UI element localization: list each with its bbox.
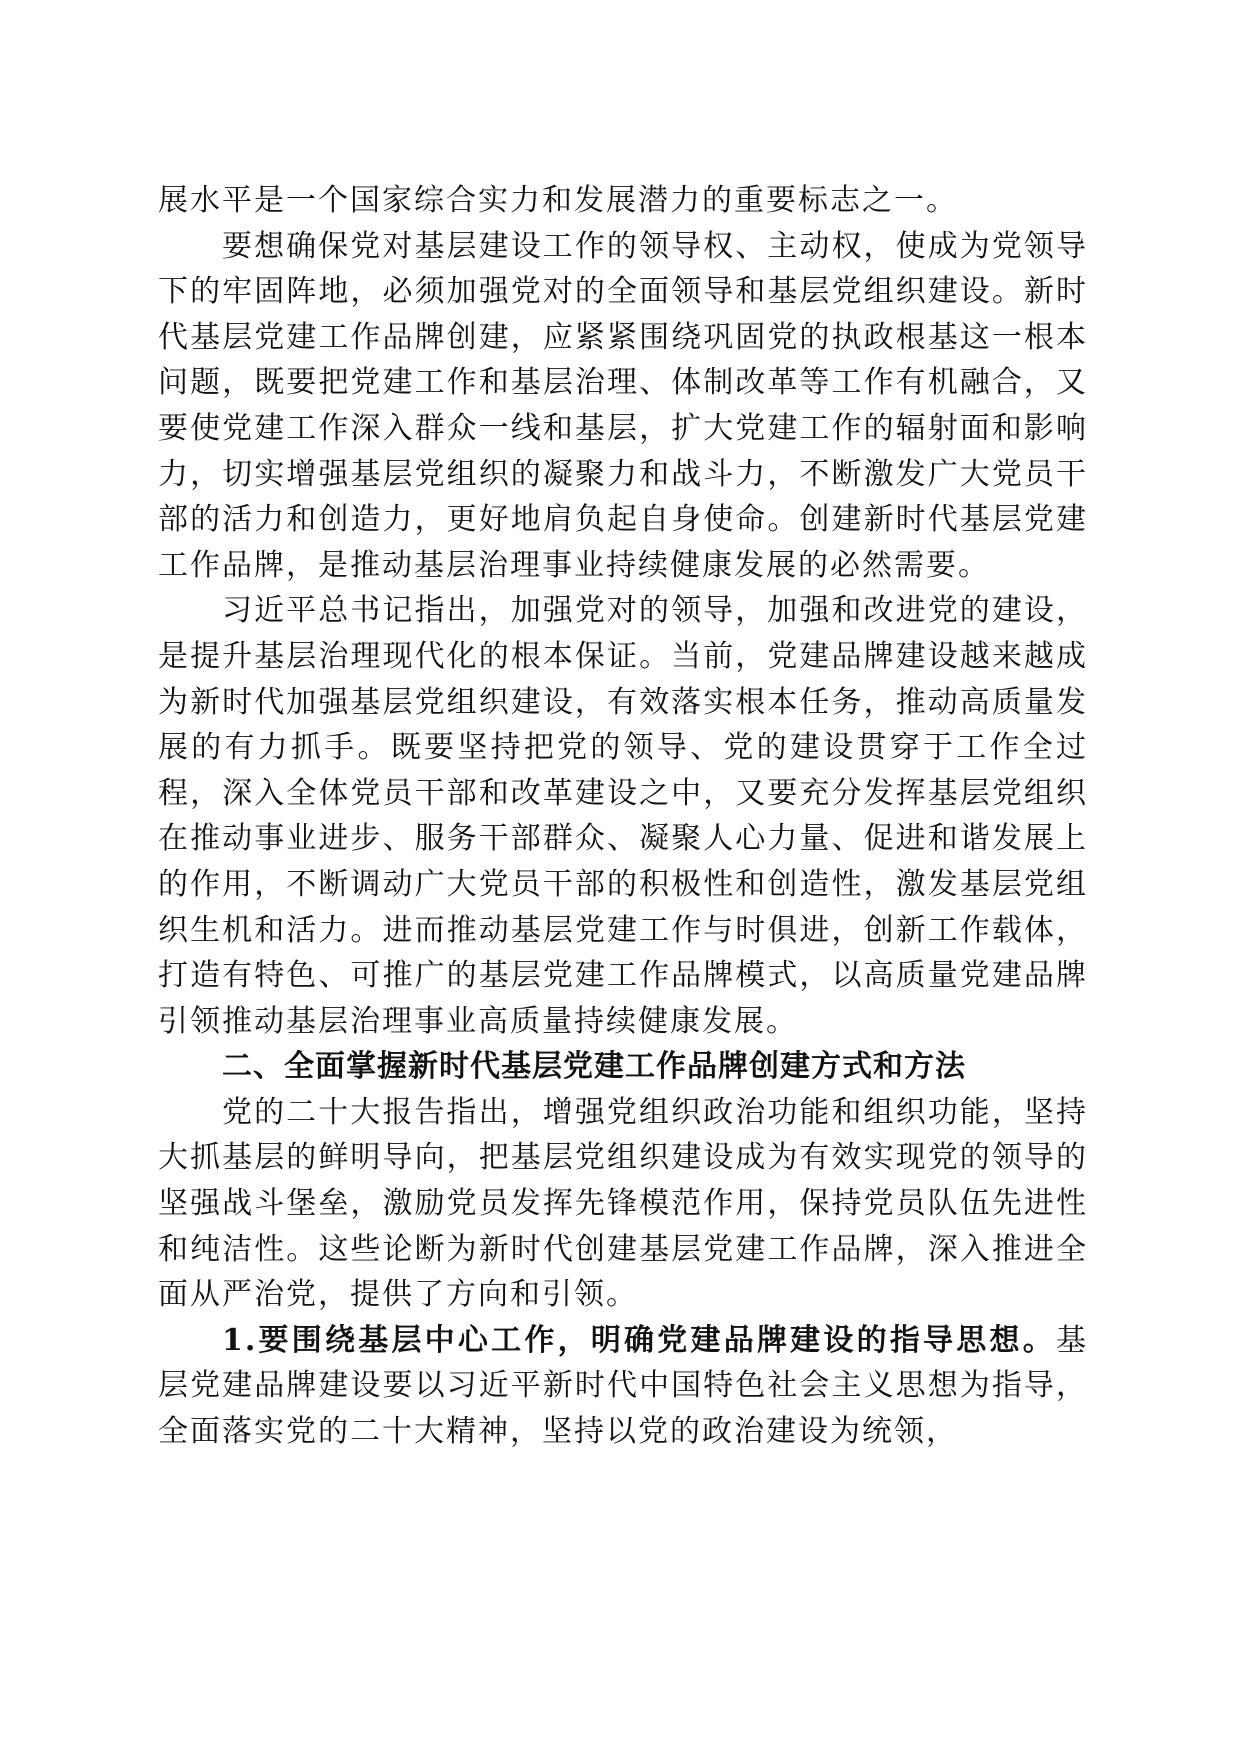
paragraph-leadership: 要想确保党对基层建设工作的领导权、主动权，使成为党领导下的牢固阵地，必须加强党对的全面领导和基层党组织建设。新时代基层党建工作品牌创建，应紧紧围绕巩固党的执政根基这一根本问题，既要把党建工作和基层治理、体制改革等工作有机融合，又要使党建工作深入群众一线和基层，扩大党建工作的辐射面和影响力，切实增强基层党组织的凝聚力和战斗力，不断激发广大党员干部的活力和创造力，更好地肩负起自身使命。创建新时代基层党建工作品牌，是推动基层治理事业持续健康发展的必然需要。 [158, 228, 1088, 583]
paragraph-twentieth-congress: 党的二十大报告指出，增强党组织政治功能和组织功能，坚持大抓基层的鲜明导向，把基层党组织建设成为有效实现党的领导的坚强战斗堡垒，激励党员发挥先锋模范作用，保持党员队伍先进性和纯洁性。这些论断为新时代创建基层党建工作品牌，深入推进全面从严治党，提供了方向和引领。 [158, 1094, 1088, 1313]
document-page [158, 178, 1088, 1455]
paragraph-xi-remarks: 习近平总书记指出，加强党对的领导，加强和改进党的建设，是提升基层治理现代化的根本保证。当前，党建品牌建设越来越成为新时代加强基层党组织建设，有效落实根本任务，推动高质量发展的有力抓手。既要坚持把党的领导、党的建设贯穿于工作全过程，深入全体党员干部和改革建设之中，又要充分发挥基层党组织在推动事业进步、服务干部群众、凝聚人心力量、促进和谐发展上的作用，不断调动广大党员干部的积极性和创造性，激发基层党组织生机和活力。进而推动基层党建工作与时俱进，创新工作载体，打造有特色、可推广的基层党建工作品牌模式，以高质量党建品牌引领推动基层治理事业高质量持续健康发展。 [158, 593, 1088, 1039]
section-heading: 二、全面掌握新时代基层党建工作品牌创建方式和方法 [222, 1049, 966, 1085]
paragraph-continuation: 展水平是一个国家综合实力和发展潜力的重要标志之一。 [158, 183, 958, 218]
point-1-text: 基层党建品牌建设要以习近平新时代中国特色社会主义思想为指导，全面落实党的二十大精神，坚持以党的政治建设为统领， [158, 1322, 1088, 1450]
point-1-paragraph [158, 1318, 1088, 1455]
point-1-title: 1.要围绕基层中心工作，明确党建品牌建设的指导思想。 [222, 1322, 1056, 1358]
